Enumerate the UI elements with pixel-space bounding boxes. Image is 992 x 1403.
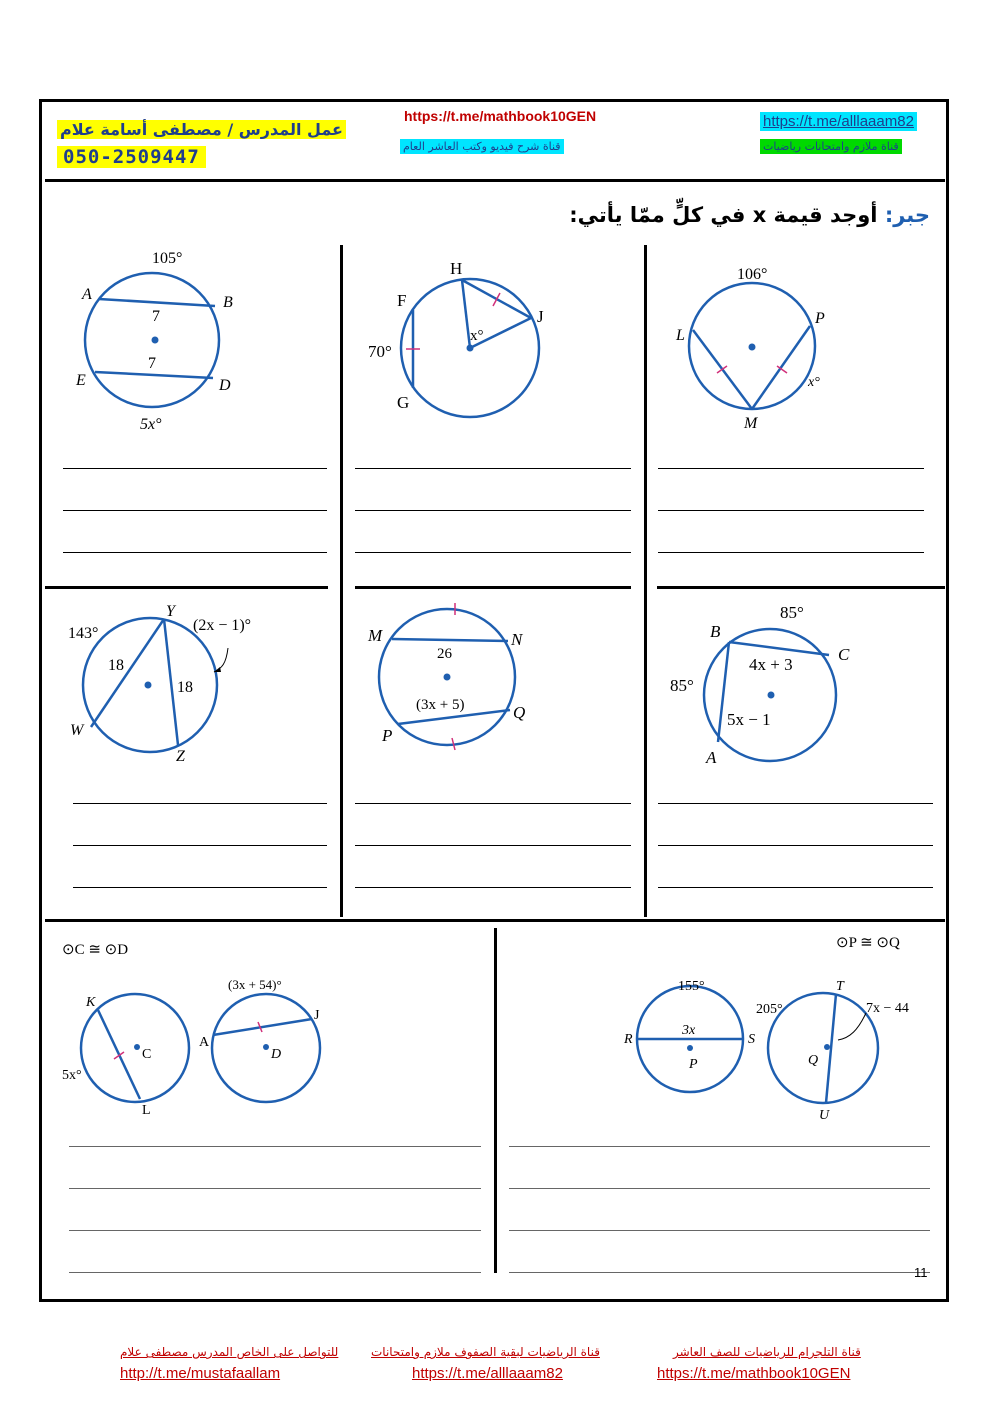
p8-arrow (838, 1013, 866, 1040)
p7-center-c (134, 1044, 140, 1050)
p8-circle-q (768, 993, 878, 1103)
p5-chord-bottom: (3x + 5) (416, 697, 465, 713)
link-alllaaam[interactable]: https://t.me/alllaaam82 (760, 112, 917, 131)
p5-label-p: P (382, 726, 393, 745)
p2-arc: 70° (368, 342, 392, 361)
p5-chord-mn (392, 639, 508, 641)
p4-arc-right: (2x − 1)° (193, 617, 252, 634)
footer-col1-text: قناة التلجرام للرياضيات للصف العاشر (673, 1345, 861, 1359)
p5-label-m: M (368, 626, 383, 645)
p4-chord-yw (91, 619, 164, 727)
p3-chord-pm (752, 326, 810, 409)
p3-arc-top: 106° (737, 266, 768, 283)
p1-label-e: E (76, 372, 86, 389)
p4-label-y: Y (166, 603, 175, 620)
p7-label-d: D (271, 1047, 282, 1062)
p7-label-j: J (314, 1008, 320, 1023)
p8-label-q: Q (808, 1053, 819, 1068)
p8-arc-right: 7x − 44 (866, 1001, 909, 1016)
p1-label-b: B (223, 294, 233, 311)
footer-col3-text: للتواصل على الخاص المدرس مصطفى علام (120, 1345, 339, 1359)
p4-center (145, 682, 152, 689)
teacher-name: عمل المدرس / مصطفى أسامة علام (57, 120, 346, 139)
p8-label-u: U (819, 1108, 830, 1123)
p2-label-h: H (450, 259, 463, 278)
p3-arc-right: x° (808, 375, 820, 390)
p1-label-a: A (82, 286, 92, 303)
p4-chord-left: 18 (108, 657, 124, 674)
p8-label-s: S (748, 1032, 755, 1047)
p4-arc-left: 143° (68, 625, 99, 642)
p7-chord-aj (213, 1019, 312, 1035)
p1-label-d: D (219, 377, 231, 394)
link-mathbook[interactable]: https://t.me/mathbook10GEN (404, 108, 597, 124)
p2-label-g: G (397, 393, 410, 412)
instruction-text: أوجد قيمة x في كلٍّ ممّا يأتي: (569, 203, 878, 227)
p5-center (444, 674, 451, 681)
caption-video-channel: قناة شرح فيديو وكتب العاشر العام (400, 139, 564, 154)
footer-col2-url[interactable]: https://t.me/alllaaam82 (412, 1365, 563, 1382)
p4-label-z: Z (176, 748, 185, 765)
p8-arc-left: 205° (756, 1002, 783, 1017)
p6-arc-left: 85° (670, 676, 694, 695)
p2-angle: x° (470, 328, 484, 344)
p7-label-l: L (142, 1103, 151, 1118)
p3-center (749, 344, 756, 351)
instruction-label: جبر: (884, 203, 930, 227)
p5-chord-top: 26 (437, 646, 452, 662)
p6-label-b: B (710, 622, 721, 641)
caption-worksheets-channel: قناة ملازم وامتحانات رياضيات (760, 139, 902, 154)
p4-chord-right: 18 (177, 679, 193, 696)
p7-given: ⊙C ≅ ⊙D (62, 942, 129, 958)
p6-chord-top: 4x + 3 (749, 655, 793, 674)
p6-arc-top: 85° (780, 603, 804, 622)
p1-chord-ed (95, 372, 213, 378)
p1-chord-top: 7 (152, 308, 160, 325)
p3-label-p: P (815, 310, 825, 327)
p1-chord-ab (99, 299, 215, 306)
p8-chord: 3x (682, 1023, 696, 1038)
p2-label-j: J (537, 307, 544, 326)
p4-label-w: W (70, 722, 84, 739)
phone-number: 050-2509447 (57, 146, 206, 168)
p3-label-l: L (676, 327, 685, 344)
p6-chord-bc (729, 642, 829, 655)
p5-label-n: N (511, 630, 523, 649)
p7-chord-kl (98, 1010, 140, 1099)
p1-arc-top: 105° (152, 250, 183, 267)
p8-arc-top: 155° (678, 979, 705, 994)
p6-chord-left: 5x − 1 (727, 710, 771, 729)
page-number: 11 (914, 1265, 928, 1280)
p3-label-m: M (744, 415, 758, 432)
p8-label-p: P (689, 1057, 698, 1072)
p6-center (768, 692, 775, 699)
footer-col1-url[interactable]: https://t.me/mathbook10GEN (657, 1365, 851, 1382)
p7-label-c: C (142, 1047, 152, 1062)
p1-arc-bottom: 5x° (140, 416, 162, 433)
p7-center-d (263, 1044, 269, 1050)
p5-label-q: Q (513, 703, 526, 722)
p4-chord-yz (164, 619, 178, 745)
p6-label-a: A (706, 748, 717, 767)
p7-label-a: A (199, 1035, 210, 1050)
p8-center-p (687, 1045, 693, 1051)
p2-center (467, 345, 474, 352)
p8-label-t: T (836, 979, 844, 994)
p7-arc-left: 5x° (62, 1068, 82, 1083)
p7-arc-top: (3x + 54)° (228, 977, 282, 992)
p7-label-k: K (86, 995, 96, 1010)
p8-given: ⊙P ≅ ⊙Q (836, 935, 900, 951)
footer-col3-url[interactable]: http://t.me/mustafaallam (120, 1365, 281, 1382)
p8-label-r: R (624, 1032, 633, 1047)
p1-chord-bottom: 7 (148, 355, 156, 372)
p2-label-f: F (397, 291, 407, 310)
p2-radius-h (462, 280, 470, 348)
p1-center (152, 337, 159, 344)
p8-center-q (824, 1044, 830, 1050)
footer-col2-text: قناة الرياضيات لبقية الصفوف ملازم وامتحانات (371, 1345, 600, 1359)
p6-label-c: C (838, 645, 850, 664)
